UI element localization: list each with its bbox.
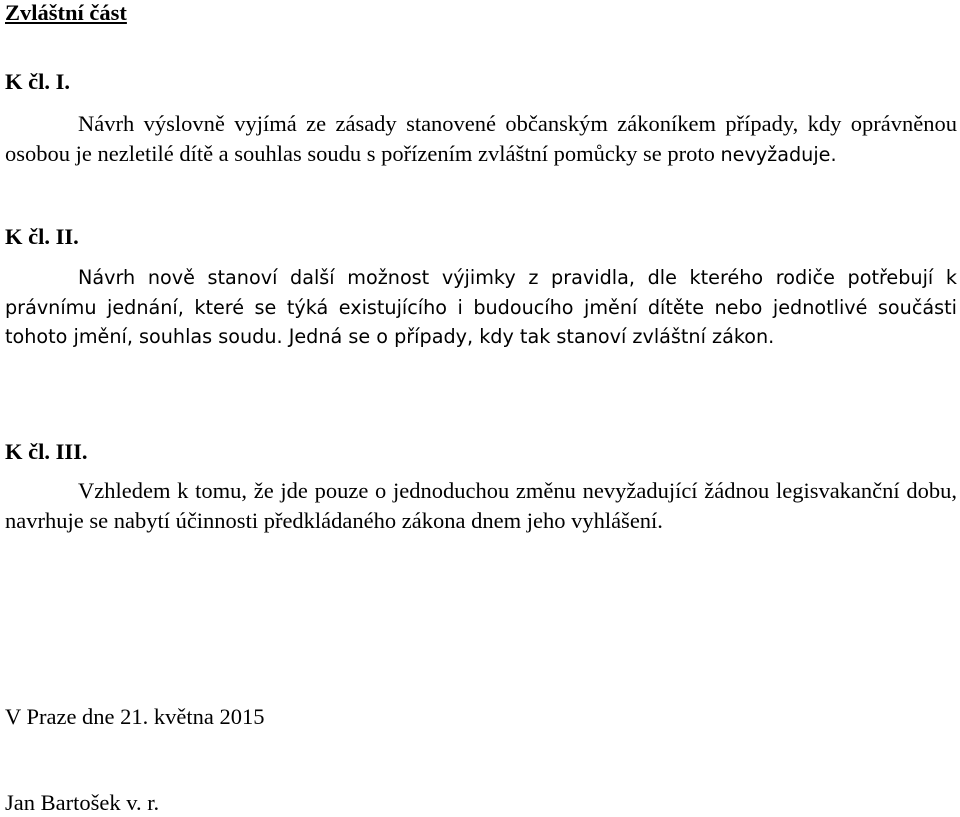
article-3-heading: K čl. III.: [5, 439, 88, 464]
signature: Jan Bartošek v. r.: [5, 790, 160, 815]
article-2-heading: K čl. II.: [5, 224, 79, 249]
article-3-text: Vzhledem k tomu, že jde pouze o jednoduchou změnu nevyžadující žádnou legisvakanční dobu, navrhuje se nabytí účinnosti předkládaného zákona dnem jeho vyhlášení.: [5, 478, 957, 533]
article-3-paragraph: [5, 476, 957, 536]
section-title: Zvláštní část: [5, 0, 127, 25]
article-1-paragraph: [5, 109, 957, 170]
place-date: V Praze dne 21. května 2015: [5, 704, 265, 729]
article-2-text: Návrh nově stanoví další možnost výjimky z pravidla, dle kterého rodiče potřebují k právnímu jednání, které se týká existujícího i budoucího jmění dítěte nebo jednotlivé součásti tohoto jmění, souhlas soudu. Jedná se o případy, kdy tak stanoví zvláštní zákon.: [5, 266, 957, 348]
article-1-heading: K čl. I.: [5, 69, 70, 94]
article-1-text-end: nevyžaduje.: [720, 143, 837, 166]
article-2-paragraph: [5, 263, 957, 352]
article-1-text: Návrh výslovně vyjímá ze zásady stanovené občanským zákoníkem případy, kdy oprávněnou osobou je nezletilé dítě a souhlas soudu s pořízením zvláštní pomůcky se proto: [5, 111, 957, 166]
